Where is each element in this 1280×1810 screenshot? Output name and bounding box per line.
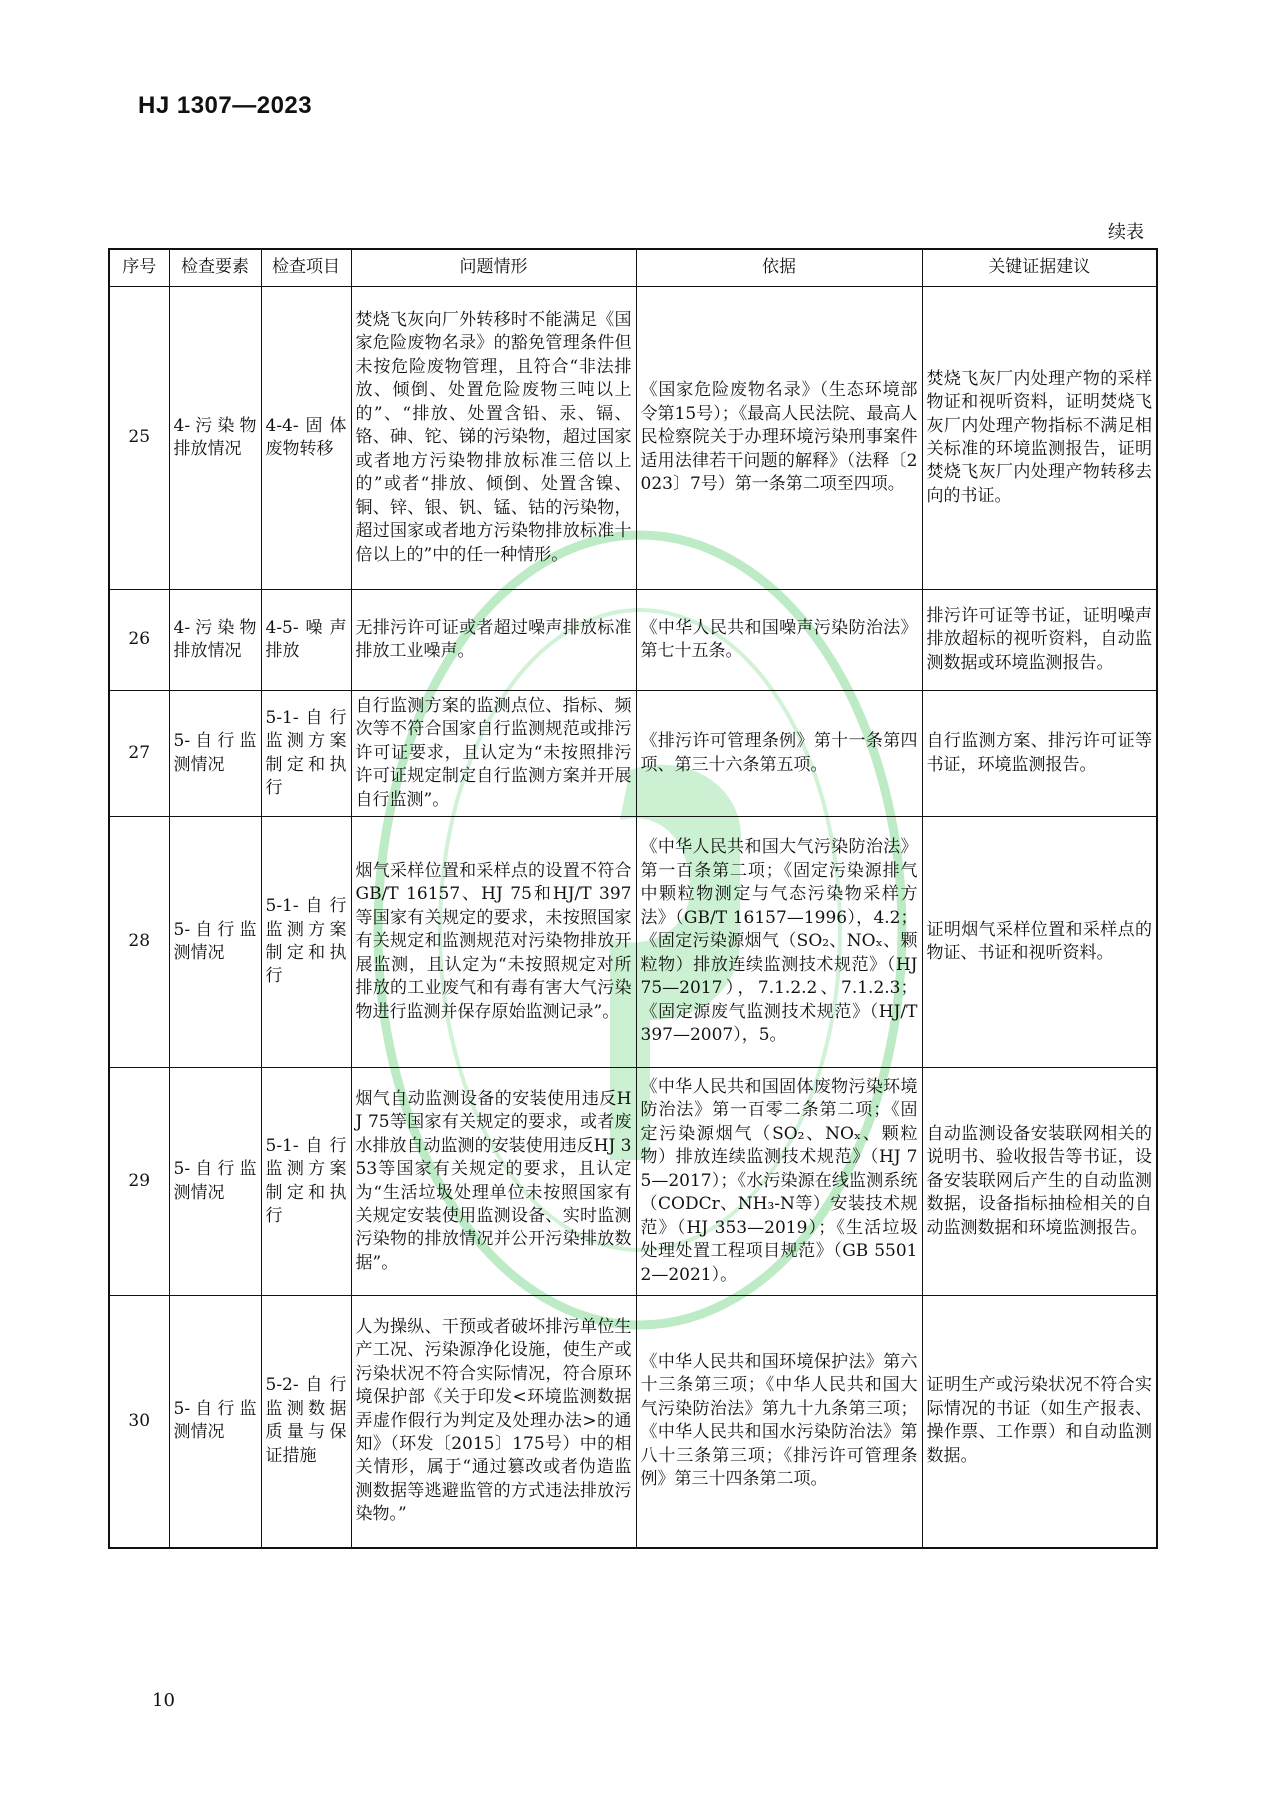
table-row [109,817,1157,1068]
table-row [109,590,1157,691]
inspection-table [108,248,1158,1549]
row-item: 5-2-自行监测数据质量与保证措施 [261,1296,351,1548]
row-basis: 《排污许可管理条例》第十一条第四项、第三十六条第五项。 [636,691,922,817]
row-element: 4-污染物排放情况 [169,287,261,590]
col-header-item: 检查项目 [261,249,351,287]
row-basis: 《国家危险废物名录》（生态环境部令第15号）；《最高人民法院、最高人民检察院关于办理环境污染刑事案件适用法律若干问题的解释》（法释〔2023〕7号）第一条第二项至四项。 [636,287,922,590]
row-basis: 《中华人民共和国环境保护法》第六十三条第三项；《中华人民共和国大气污染防治法》第九十九条第三项；《中华人民共和国水污染防治法》第八十三条第三项；《排污许可管理条例》第三十四条第二项。 [636,1296,922,1548]
row-item: 4-4-固体废物转移 [261,287,351,590]
col-header-situation: 问题情形 [351,249,636,287]
row-situation: 无排污许可证或者超过噪声排放标准排放工业噪声。 [351,590,636,691]
row-evidence: 焚烧飞灰厂内处理产物的采样物证和视听资料，证明焚烧飞灰厂内处理产物指标不满足相关标准的环境监测报告，证明焚烧飞灰厂内处理产物转移去向的书证。 [922,287,1157,590]
row-item: 4-5-噪声排放 [261,590,351,691]
row-no: 28 [109,817,169,1068]
row-element: 5-自行监测情况 [169,691,261,817]
row-evidence: 证明烟气采样位置和采样点的物证、书证和视听资料。 [922,817,1157,1068]
continued-label: 续表 [1108,222,1144,243]
row-evidence: 自行监测方案、排污许可证等书证，环境监测报告。 [922,691,1157,817]
row-situation: 烟气采样位置和采样点的设置不符合GB/T 16157、HJ 75和HJ/T 397等国家有关规定的要求，未按照国家有关规定和监测规范对污染物排放开展监测，且认定为“未按照规定对所排放的工业废气和有毒有害大气污染物进行监测并保存原始监测记录”。 [351,817,636,1068]
row-no: 26 [109,590,169,691]
table-header-row [109,249,1157,287]
row-no: 30 [109,1296,169,1548]
row-situation: 自行监测方案的监测点位、指标、频次等不符合国家自行监测规范或排污许可证要求，且认定为“未按照排污许可证规定制定自行监测方案并开展自行监测”。 [351,691,636,817]
row-no: 27 [109,691,169,817]
col-header-evidence: 关键证据建议 [922,249,1157,287]
row-item: 5-1-自行监测方案制定和执行 [261,691,351,817]
table-row [109,691,1157,817]
row-basis: 《中华人民共和国大气污染防治法》第一百条第二项；《固定污染源排气中颗粒物测定与气态污染物采样方法》（GB/T 16157—1996），4.2；《固定污染源烟气（SO₂、NOₓ、颗粒物）排放连续监测技术规范》（HJ 75—2017），7.1.2.2、7.1.2.3；《固定源废气监测技术规范》（HJ/T 397—2007），5。 [636,817,922,1068]
row-item: 5-1-自行监测方案制定和执行 [261,1068,351,1296]
row-basis: 《中华人民共和国固体废物污染环境防治法》第一百零二条第二项；《固定污染源烟气（SO₂、NOₓ、颗粒物）排放连续监测技术规范》（HJ 75—2017）；《水污染源在线监测系统（CODCr、NH₃-N等）安装技术规范》（HJ 353—2019）；《生活垃圾处理处置工程项目规范》（GB 55012—2021）。 [636,1068,922,1296]
table-row [109,287,1157,590]
row-element: 5-自行监测情况 [169,1068,261,1296]
row-evidence: 自动监测设备安装联网相关的说明书、验收报告等书证，设备安装联网后产生的自动监测数据，设备指标抽检相关的自动监测数据和环境监测报告。 [922,1068,1157,1296]
table-row [109,1068,1157,1296]
col-header-element: 检查要素 [169,249,261,287]
row-evidence: 排污许可证等书证，证明噪声排放超标的视听资料，自动监测数据或环境监测报告。 [922,590,1157,691]
row-element: 5-自行监测情况 [169,1296,261,1548]
row-situation: 人为操纵、干预或者破坏排污单位生产工况、污染源净化设施，使生产或污染状况不符合实际情况，符合原环境保护部《关于印发<环境监测数据弄虚作假行为判定及处理办法>的通知》（环发〔2015〕175号）中的相关情形，属于“通过篡改或者伪造监测数据等逃避监管的方式违法排放污染物。” [351,1296,636,1548]
table-row [109,1296,1157,1548]
row-no: 25 [109,287,169,590]
row-evidence: 证明生产或污染状况不符合实际情况的书证（如生产报表、操作票、工作票）和自动监测数据。 [922,1296,1157,1548]
page-number: 10 [152,1690,175,1711]
row-no: 29 [109,1068,169,1296]
row-element: 4-污染物排放情况 [169,590,261,691]
row-situation: 焚烧飞灰向厂外转移时不能满足《国家危险废物名录》的豁免管理条件但未按危险废物管理，且符合“非法排放、倾倒、处置危险废物三吨以上的”、“排放、处置含铅、汞、镉、铬、砷、铊、锑的污染物，超过国家或者地方污染物排放标准三倍以上的”或者“排放、倾倒、处置含镍、铜、锌、银、钒、锰、钴的污染物，超过国家或者地方污染物排放标准十倍以上的”中的任一种情形。 [351,287,636,590]
row-basis: 《中华人民共和国噪声污染防治法》第七十五条。 [636,590,922,691]
row-element: 5-自行监测情况 [169,817,261,1068]
col-header-no: 序号 [109,249,169,287]
row-item: 5-1-自行监测方案制定和执行 [261,817,351,1068]
row-situation: 烟气自动监测设备的安装使用违反HJ 75等国家有关规定的要求，或者废水排放自动监测的安装使用违反HJ 353等国家有关规定的要求，且认定为“生活垃圾处理单位未按照国家有关规定安装使用监测设备、实时监测污染物的排放情况并公开污染排放数据”。 [351,1068,636,1296]
col-header-basis: 依据 [636,249,922,287]
standard-number: HJ 1307—2023 [138,92,313,119]
